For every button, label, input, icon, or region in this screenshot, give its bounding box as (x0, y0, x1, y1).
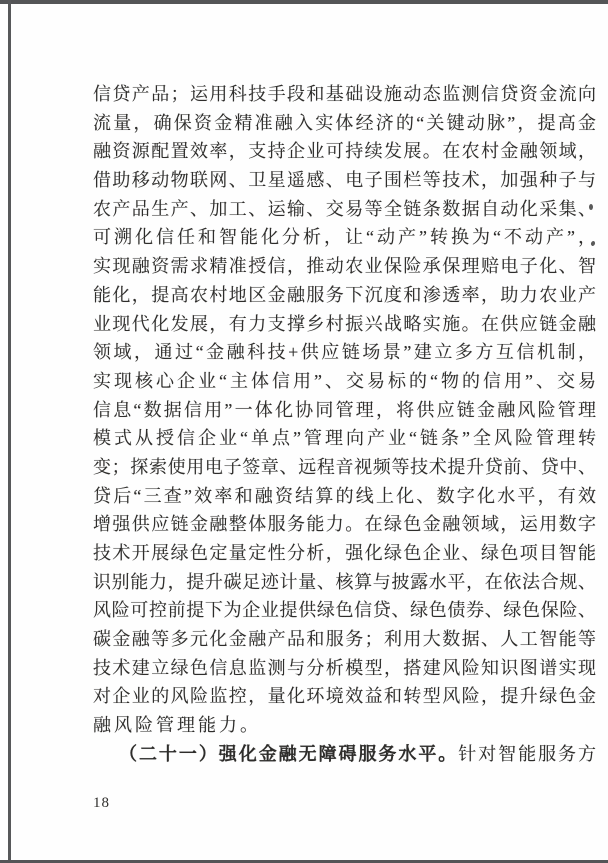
text-line: 融风险管理能力。 (93, 715, 261, 736)
text-line: 流量，确保资金精准融入实体经济的“关键动脉”，提高金 (93, 112, 596, 133)
text-line: 技术建立绿色信息监测与分析模型，搭建风险知识图谱实现 (93, 657, 596, 678)
text-line: 识别能力，提升碳足迹计量、核算与披露水平，在依法合规、 (93, 571, 596, 592)
text-line: 融资源配置效率，支持企业可持续发展。在农村金融领域， (93, 141, 596, 162)
text-line: 风险可控前提下为企业提供绿色信贷、绿色债券、绿色保险、 (93, 600, 596, 621)
text-line: 碳金融等多元化金融产品和服务；利用大数据、人工智能等 (93, 629, 596, 650)
text-line: 变；探索使用电子签章、远程音视频等技术提升贷前、贷中、 (93, 456, 596, 477)
text-line: 实现核心企业“主体信用”、交易标的“物的信用”、交易 (93, 370, 596, 391)
text-line: 能化，提高农村地区金融服务下沉度和渗透率，助力农业产 (93, 284, 596, 305)
clause-heading: （二十一）强化金融无障碍服务水平。 (119, 743, 459, 764)
clause-text: 针对智能服务方 (458, 743, 597, 764)
text-line: 可溯化信任和智能化分析，让“动产”转换为“不动产”， (93, 227, 596, 248)
text-line: 增强供应链金融整体服务能力。在绿色金融领域，运用数字 (93, 514, 596, 535)
text-line: 模式从授信企业“单点”管理向产业“链条”全风险管理转 (93, 428, 596, 449)
text-line: 技术开展绿色定量定性分析，强化绿色企业、绿色项目智能 (93, 543, 596, 563)
scan-edge-left (8, 0, 11, 863)
text-line: 对企业的风险监控，量化环境效益和转型风险，提升绿色金 (93, 686, 596, 707)
text-line: 信息“数据信用”一体化协同管理，将供应链金融风险管理 (93, 399, 596, 420)
text-line: 农产品生产、加工、运输、交易等全链条数据自动化采集、 (93, 198, 596, 219)
clause-line (93, 740, 596, 769)
body-text (93, 80, 596, 769)
page-number: 18 (93, 795, 110, 811)
text-line: 实现融资需求精准授信，推动农业保险承保理赔电子化、智 (93, 256, 596, 277)
text-line: 借助移动物联网、卫星遥感、电子围栏等技术，加强种子与 (93, 170, 596, 191)
text-line: 贷后“三查”效率和融资结算的线上化、数字化水平，有效 (93, 485, 596, 506)
text-line: 业现代化发展，有力支撑乡村振兴战略实施。在供应链金融 (93, 313, 596, 334)
scan-edge-top (0, 0, 608, 4)
text-line: 领域，通过“金融科技+供应链场景”建立多方互信机制， (93, 342, 596, 363)
text-line: 信贷产品；运用科技手段和基础设施动态监测信贷资金流向 (93, 84, 596, 104)
